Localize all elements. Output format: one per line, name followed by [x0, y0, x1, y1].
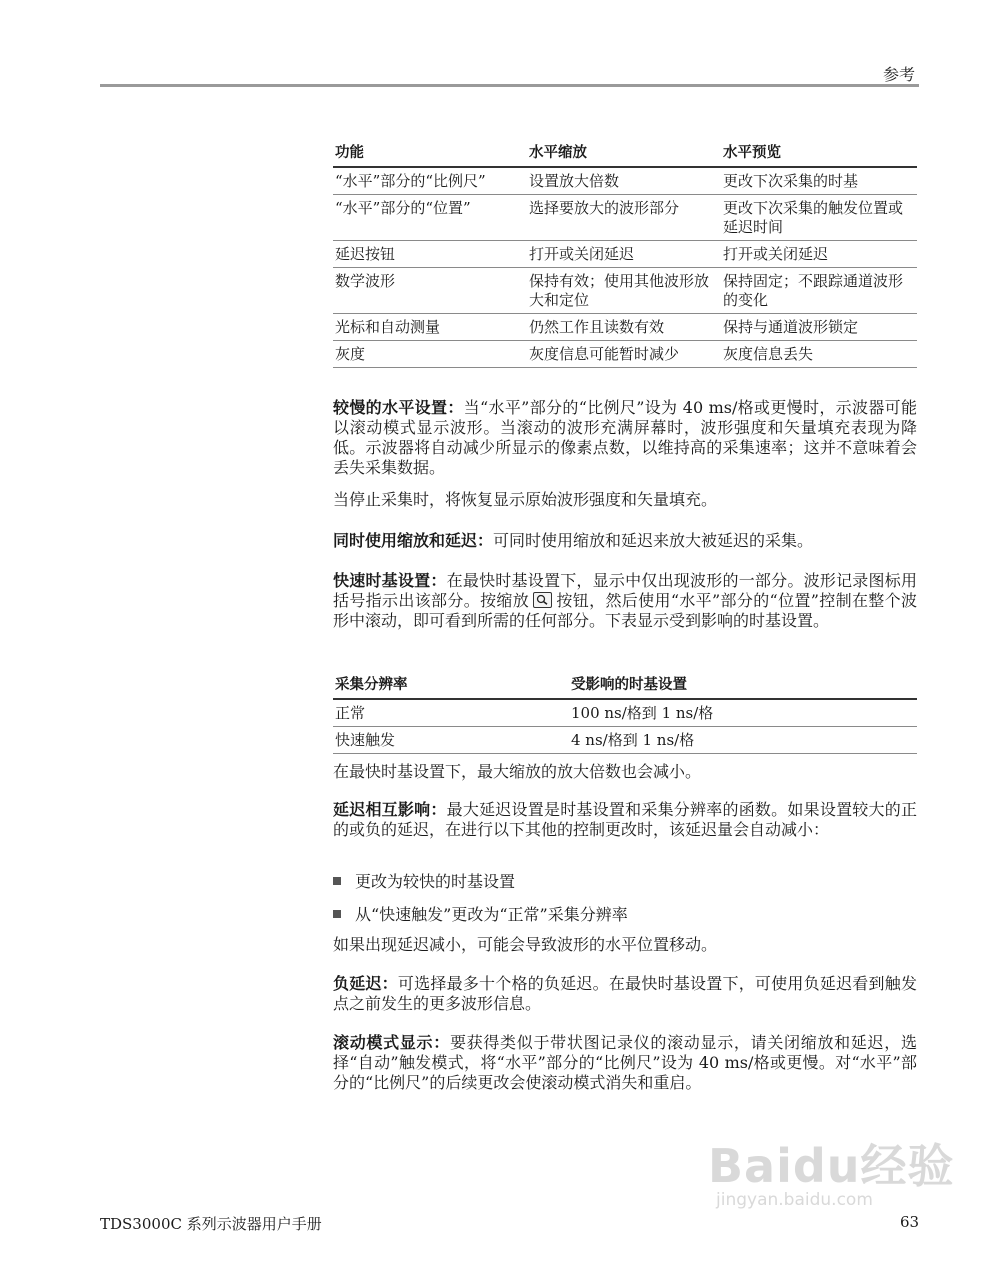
acquisition-resolution-table	[333, 670, 917, 754]
table-cell: 保持固定；不跟踪通道波形的变化	[721, 268, 917, 314]
watermark-url: jingyan.baidu.com	[716, 1190, 873, 1210]
table-row	[333, 268, 917, 314]
table-header-cell: 采集分辨率	[333, 670, 569, 699]
paragraph-slow-horizontal	[333, 398, 917, 478]
paragraph-text: 当“水平”部分的“比例尺”设为 40 ms/格或更慢时，示波器可能以滚动模式显示波形。当滚动的波形充满屏幕时，波形强度和矢量填充表现为降低。示波器将自动减少所显示的像素点数，以维持高的采集速率；这并不意味着会丢失采集数据。	[333, 398, 917, 477]
paragraph-stop-acquisition	[333, 490, 917, 510]
paragraph-roll-mode	[333, 1033, 917, 1093]
table-cell: 仍然工作且读数有效	[527, 314, 721, 341]
table-row	[333, 341, 917, 368]
table-row	[333, 167, 917, 195]
paragraph-lead: 滚动模式显示：	[333, 1033, 450, 1052]
table-row	[333, 241, 917, 268]
header-rule	[100, 84, 919, 87]
table-header-row	[333, 670, 917, 699]
paragraph-delay-interaction	[333, 800, 917, 840]
paragraph-zoom-and-delay	[333, 531, 917, 551]
table-header-cell: 水平缩放	[527, 138, 721, 167]
table-cell: 选择要放大的波形部分	[527, 195, 721, 241]
table-cell: 4 ns/格到 1 ns/格	[569, 727, 917, 754]
table-header-cell: 功能	[333, 138, 527, 167]
paragraph-text: 如果出现延迟减小，可能会导致波形的水平位置移动。	[333, 935, 718, 954]
table-row	[333, 195, 917, 241]
bullet-square-icon	[333, 910, 341, 918]
comparison-table-container	[333, 138, 917, 368]
zoom-preview-table	[333, 138, 917, 368]
paragraph-text: 在最快时基设置下，最大缩放的放大倍数也会减小。	[333, 762, 702, 781]
baidu-watermark	[708, 1130, 955, 1210]
list-item-text: 更改为较快的时基设置	[355, 872, 516, 891]
paragraph-text: 要获得类似于带状图记录仪的滚动显示，请关闭缩放和延迟，选择“自动”触发模式，将“水平”部分的“比例尺”设为 40 ms/格或更慢。对“水平”部分的“比例尺”的后续更改会使滚动模式消失和重启。	[333, 1033, 917, 1092]
paragraph-lead: 同时使用缩放和延迟：	[333, 531, 494, 550]
table-cell: 更改下次采集的触发位置或延迟时间	[721, 195, 917, 241]
table-row	[333, 314, 917, 341]
table-cell: 更改下次采集的时基	[721, 167, 917, 195]
table-cell: 灰度	[333, 341, 527, 368]
table-cell: “水平”部分的“位置”	[333, 195, 527, 241]
paragraph-text: 按钮，然后使用“水平”部分的“位置”控制在整个波形中滚动，即可看到所需的任何部分。下表显示受到影响的时基设置。	[333, 591, 917, 630]
table-header-cell: 受影响的时基设置	[569, 670, 917, 699]
paragraph-negative-delay	[333, 974, 917, 1014]
watermark-logo-text: Baidu经验	[708, 1139, 955, 1193]
table-row	[333, 699, 917, 727]
table-cell: 光标和自动测量	[333, 314, 527, 341]
table-cell: 100 ns/格到 1 ns/格	[569, 699, 917, 727]
table-cell: 灰度信息可能暂时减少	[527, 341, 721, 368]
list-item-text: 从“快速触发”更改为“正常”采集分辨率	[355, 905, 628, 924]
table-cell: 灰度信息丢失	[721, 341, 917, 368]
table-cell: 数学波形	[333, 268, 527, 314]
table-cell: 延迟按钮	[333, 241, 527, 268]
timebase-table-container	[333, 670, 917, 754]
paragraph-text: 可选择最多十个格的负延迟。在最快时基设置下，可使用负延迟看到触发点之前发生的更多波形信息。	[333, 974, 917, 1013]
table-cell: 正常	[333, 699, 569, 727]
paragraph-text: 当停止采集时，将恢复显示原始波形强度和矢量填充。	[333, 490, 718, 509]
list-item	[333, 872, 515, 892]
paragraph-lead: 快速时基设置：	[333, 571, 447, 590]
paragraph-lead: 延迟相互影响：	[333, 800, 447, 819]
table-cell: 打开或关闭延迟	[527, 241, 721, 268]
paragraph-lead: 负延迟：	[333, 974, 398, 993]
table-cell: 设置放大倍数	[527, 167, 721, 195]
table-cell: 保持与通道波形锁定	[721, 314, 917, 341]
paragraph-text: 可同时使用缩放和延迟来放大被延迟的采集。	[493, 531, 814, 550]
table-cell: 快速触发	[333, 727, 569, 754]
table-cell: 打开或关闭延迟	[721, 241, 917, 268]
table-header-cell: 水平预览	[721, 138, 917, 167]
table-row	[333, 727, 917, 754]
table-cell: “水平”部分的“比例尺”	[333, 167, 527, 195]
table-header-row	[333, 138, 917, 167]
paragraph-text: 在最快时基设置下，显示中仅出现波形的一部分。波形记录图标用括号指示出该部分。按缩放	[333, 571, 917, 610]
footer-page-number: 63	[900, 1213, 920, 1231]
zoom-magnifier-icon	[533, 592, 552, 608]
paragraph-max-zoom	[333, 762, 917, 782]
table-cell: 保持有效；使用其他波形放大和定位	[527, 268, 721, 314]
list-item	[333, 905, 628, 925]
paragraph-position-shift	[333, 935, 917, 955]
page-section-label: 参考	[882, 65, 915, 84]
bullet-square-icon	[333, 877, 341, 885]
paragraph-text: 最大延迟设置是时基设置和采集分辨率的函数。如果设置较大的正的或负的延迟，在进行以下其他的控制更改时，该延迟量会自动减小：	[333, 800, 917, 839]
footer-manual-title: TDS3000C 系列示波器用户手册	[100, 1215, 322, 1233]
paragraph-lead: 较慢的水平设置：	[333, 398, 464, 417]
paragraph-fast-timebase	[333, 571, 917, 631]
